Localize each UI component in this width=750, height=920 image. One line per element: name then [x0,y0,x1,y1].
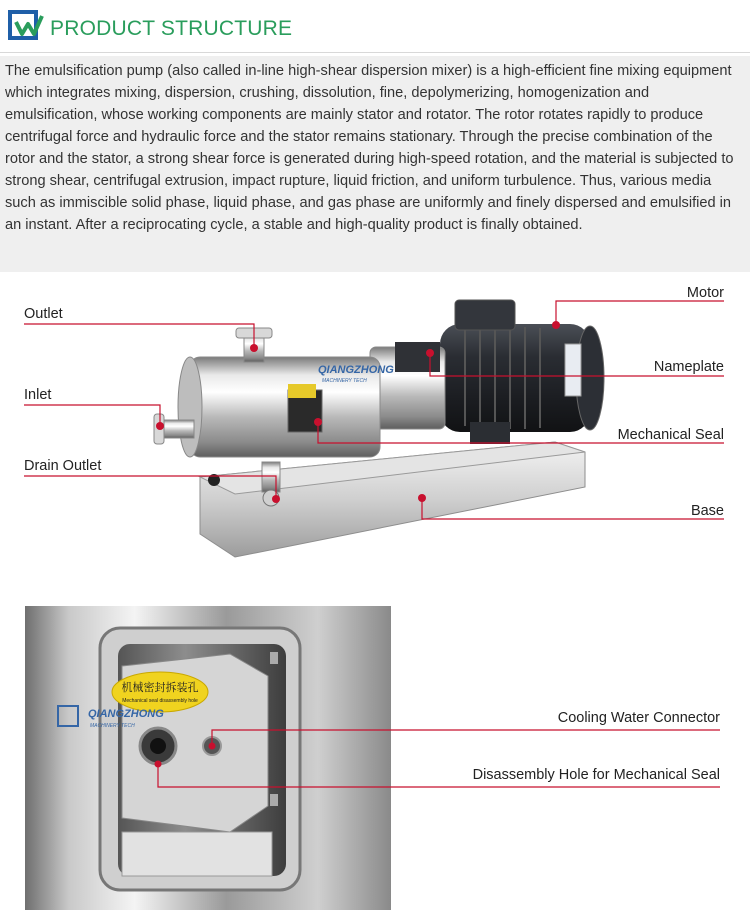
closeup-watermark-sub: MACHINERY TECH [90,723,135,729]
clip-bottom [270,794,278,806]
inlet-pipe [160,420,194,438]
intro-panel [0,56,750,272]
motor-foot [470,422,510,444]
label-outlet: Outlet [24,306,63,322]
terminal-box [455,300,515,330]
brand-logo-icon [8,8,44,44]
callout-inlet-line [24,405,160,426]
intro-paragraph: The emulsification pump (also called in-line high-shear dispersion mixer) is a high-efficient fine mixing equipment which integrates mixing, dispersion, crushing, dissolution, fine, depolymerizing, homogenization and emulsification, whose working components are mainly stator and rotator. The rotor rotates rapidly to produce centrifugal force and hydraulic force and the stator remains stationary. Through the precise combination of the rotor and the stator, a strong shear force is generated during high-speed rotation, and the material is subjected to strong shear, centrifugal extrusion, impact rupture, liquid friction, and uniform turbulence. Thus, various media such as immiscible solid phase, liquid phase, and gas phase are uniformly and finely dispersed and emulsified in an instant. After a reciprocating cycle, a stable and high-quality product is finally obtained. [5,63,734,233]
warning-sticker [288,384,316,398]
label-inlet: Inlet [24,387,52,403]
closeup-illustration [0,596,750,916]
watermark-text: QIANGZHONG [318,364,394,376]
section-header [0,0,750,53]
label-disassembly-hole: Disassembly Hole for Mechanical Seal [472,767,720,783]
nameplate-band [395,342,440,372]
clip-top [270,652,278,664]
label-base: Base [690,503,724,519]
callout-motor-line [556,301,724,325]
sticker-cn-text: 机械密封拆装孔 [121,681,199,694]
callout-outlet-line [24,324,254,348]
drain-pipe [262,462,280,492]
label-nameplate: Nameplate [653,359,724,375]
label-mechanical-seal: Mechanical Seal [617,427,724,443]
label-cooling-water-connector: Cooling Water Connector [557,710,720,726]
closeup-figure [0,596,750,916]
lower-guard [122,832,272,876]
pump-structure-figure [0,272,750,590]
label-drain-outlet: Drain Outlet [24,458,102,474]
closeup-watermark: QIANGZHONG [88,708,164,720]
pump-front-cap [178,357,202,457]
disassembly-hole-center [150,738,166,754]
motor-plate [565,344,581,396]
sticker-en-text: Mechanical seal disassembly hole [122,698,198,704]
watermark-sub: MACHINERY TECH [322,378,367,384]
label-motor: Motor [686,285,724,301]
page-title: PRODUCT STRUCTURE [50,17,293,40]
